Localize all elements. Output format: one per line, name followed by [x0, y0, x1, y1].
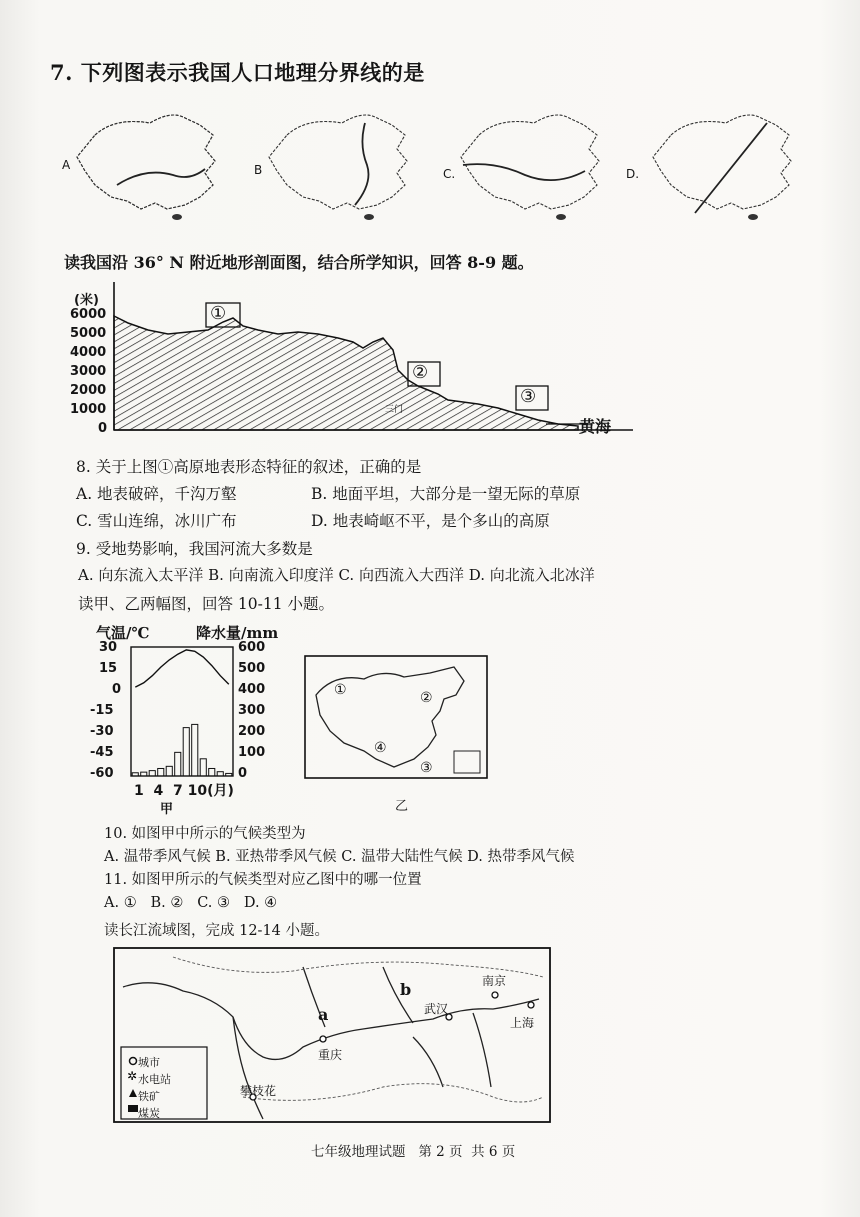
- temp-axis-label: 气温/℃: [96, 624, 150, 642]
- south-china-sea-inset: [454, 751, 480, 773]
- intro-12-14: 读长江流域图，完成 12-14 小题。: [104, 923, 330, 939]
- temp-tick: -45: [90, 745, 114, 760]
- question-10-stem: 10. 如图甲中所示的气候类型为: [104, 826, 306, 842]
- page-footer: 七年级地理试题 第 2 页 共 6 页: [311, 1144, 516, 1160]
- chongqing-city-icon: [320, 1036, 326, 1042]
- month-ticks: 1 4 7 10(月): [134, 783, 234, 799]
- option-a-line: [117, 169, 205, 185]
- island-icon: [172, 214, 182, 220]
- precip-bar: [158, 768, 164, 776]
- tributary-letter-a: a: [318, 1005, 329, 1024]
- profile-intro: 读我国沿 36° N 附近地形剖面图，结合所学知识，回答 8-9 题。: [64, 253, 534, 272]
- city-label-chongqing: 重庆: [318, 1048, 343, 1062]
- profile-ytick: 5000: [70, 326, 107, 341]
- profile-marker-2: ②: [412, 362, 429, 383]
- profile-unit: (米): [74, 293, 99, 308]
- city-label-panzhihua: 攀枝花: [240, 1084, 277, 1098]
- precip-tick: 300: [238, 703, 266, 718]
- tributary-letter-b: b: [400, 980, 412, 999]
- profile-ytick: 4000: [70, 345, 107, 360]
- temp-tick: 30: [99, 640, 118, 655]
- map-marker-3: ③: [420, 760, 433, 776]
- precip-bar: [200, 759, 206, 776]
- temperature-curve: [135, 650, 229, 687]
- q8-option-a: A. 地表破碎，千沟万壑: [76, 485, 237, 503]
- nanjing-city-icon: [492, 992, 498, 998]
- map-caption-yi: 乙: [395, 799, 409, 814]
- chart-caption-jia: 甲: [160, 802, 174, 817]
- profile-ytick: 2000: [70, 383, 107, 398]
- q11-options: A. ① B. ② C. ③ D. ④: [104, 895, 278, 911]
- precip-bars: [132, 724, 232, 776]
- option-d-line: [695, 123, 767, 213]
- sea-label: 黄海: [579, 417, 612, 436]
- q7-option-maps: [55, 105, 795, 230]
- intro-10-11: 读甲、乙两幅图，回答 10-11 小题。: [78, 595, 335, 613]
- shanghai-city-icon: [528, 1002, 534, 1008]
- option-c-label: C.: [443, 167, 456, 181]
- precip-tick: 200: [238, 724, 266, 739]
- precip-axis-label: 降水量/mm: [196, 624, 279, 642]
- precip-tick: 0: [238, 766, 248, 781]
- island-icon: [748, 214, 758, 220]
- city-label-wuhan: 武汉: [424, 1002, 449, 1016]
- map-marker-1: ①: [334, 682, 347, 698]
- question-7-title: 7. 下列图表示我国人口地理分界线的是: [50, 60, 425, 85]
- option-b-line: [355, 123, 369, 205]
- precip-bar: [132, 773, 138, 776]
- legend-iron-ore: 铁矿: [138, 1090, 160, 1103]
- precip-tick: 600: [238, 640, 266, 655]
- temp-tick: 15: [99, 661, 118, 676]
- profile-marker-3: ③: [520, 386, 537, 407]
- option-c-line: [463, 164, 585, 180]
- hydropower-icon: ✲: [127, 1069, 138, 1083]
- profile-terrain: [114, 316, 578, 430]
- precip-tick: 100: [238, 745, 266, 760]
- option-a-label: A: [62, 158, 71, 172]
- profile-ytick: 1000: [70, 402, 107, 417]
- q8-option-d: D. 地表崎岖不平，是个多山的高原: [311, 512, 550, 530]
- temp-tick: -30: [90, 724, 114, 739]
- china-location-map: [304, 655, 488, 779]
- question-8-stem: 8. 关于上图①高原地表形态特征的叙述，正确的是: [76, 458, 422, 476]
- basin-label: 三门: [385, 405, 404, 415]
- jinsha-river: [233, 1017, 263, 1119]
- legend-city: 城市: [138, 1056, 160, 1069]
- option-d-label: D.: [626, 167, 640, 181]
- precip-bar: [226, 773, 232, 776]
- precip-bar: [209, 768, 215, 776]
- island-icon: [364, 214, 374, 220]
- profile-ytick: 6000: [70, 307, 107, 322]
- city-label-shanghai: 上海: [510, 1016, 535, 1030]
- q8-option-b: B. 地面平坦，大部分是一望无际的草原: [311, 485, 581, 503]
- precip-bar: [149, 771, 155, 776]
- island-icon: [556, 214, 566, 220]
- profile-marker-1: ①: [210, 303, 227, 324]
- option-b-label: B: [254, 163, 263, 177]
- tributary-south: [413, 1037, 443, 1087]
- precip-bar: [175, 752, 181, 776]
- profile-ytick: 0: [98, 421, 108, 436]
- legend-coal: 煤炭: [138, 1107, 160, 1120]
- question-9-stem: 9. 受地势影响，我国河流大多数是: [76, 540, 313, 558]
- coal-icon: [128, 1105, 138, 1112]
- precip-bar: [192, 724, 198, 776]
- tributary-east: [473, 1013, 491, 1087]
- temp-tick: -60: [90, 766, 114, 781]
- q9-options: A. 向东流入太平洋 B. 向南流入印度洋 C. 向西流入大西洋 D. 向北流入北冰洋: [78, 566, 595, 584]
- legend-hydropower: 水电站: [138, 1073, 171, 1086]
- city-label-nanjing: 南京: [482, 974, 507, 988]
- q10-options: A. 温带季风气候 B. 亚热带季风气候 C. 温带大陆性气候 D. 热带季风气候: [104, 849, 575, 865]
- climate-chart-plot: [130, 646, 234, 778]
- precip-bar: [183, 728, 189, 776]
- map-marker-2: ②: [420, 690, 433, 706]
- question-11-stem: 11. 如图甲所示的气候类型对应乙图中的哪一位置: [104, 872, 422, 888]
- precip-tick: 400: [238, 682, 266, 697]
- basin-boundary-south: [243, 1084, 543, 1102]
- temp-tick: 0: [112, 682, 122, 697]
- precip-tick: 500: [238, 661, 266, 676]
- precip-bar: [166, 766, 172, 776]
- terrain-profile: [68, 278, 638, 443]
- q8-option-c: C. 雪山连绵，冰川广布: [76, 512, 237, 530]
- profile-ytick: 3000: [70, 364, 107, 379]
- temp-tick: -15: [90, 703, 114, 718]
- climate-plot-frame: [131, 647, 233, 776]
- map-marker-4: ④: [374, 740, 387, 756]
